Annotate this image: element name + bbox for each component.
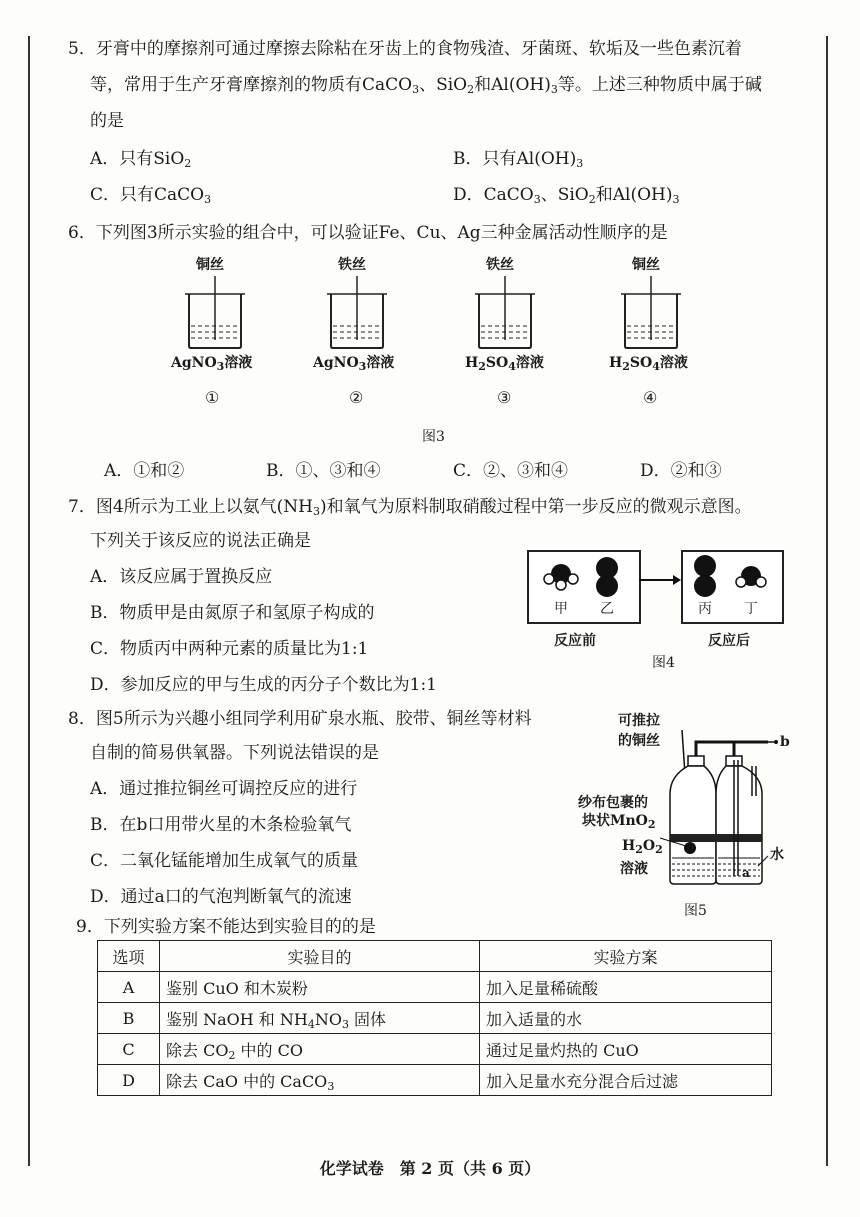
beaker2-diagram: [327, 276, 387, 350]
beaker4-wire-label: 铜丝: [632, 257, 660, 273]
mno2-label-line1: 纱布包裹的: [578, 795, 648, 811]
q8-stem-line1: 8．图5所示为兴趣小组同学利用矿泉水瓶、胶带、铜丝等材料: [68, 709, 532, 729]
q8-option-d[interactable]: D．通过a口的气泡判断氧气的流速: [90, 887, 352, 907]
q5-line3: 的是: [90, 111, 124, 131]
row-c-goal: 除去 $CO_2$ 中的 CO: [160, 1034, 480, 1065]
q7-option-b[interactable]: B．物质甲是由氮原子和氢原子构成的: [90, 603, 375, 623]
oxygen-generator-diagram: [660, 730, 790, 890]
after-reaction-label: 反应后: [708, 633, 750, 649]
beaker3-solution-label: $H_2SO_4$溶液: [465, 355, 544, 373]
beaker1-wire-label: 铜丝: [196, 257, 224, 273]
q9-stem: 9．下列实验方案不能达到实验目的的是: [76, 917, 376, 937]
q6-option-a[interactable]: A．①和②: [104, 461, 185, 481]
beaker1-solution-label: AgNO$_3$溶液: [171, 355, 253, 373]
q8-option-b[interactable]: B．在b口用带火星的木条检验氧气: [90, 815, 352, 835]
outlet-a-label: a: [742, 866, 750, 880]
beaker3-diagram: [475, 276, 535, 350]
q7-option-c[interactable]: C．物质丙中两种元素的质量比为1:1: [90, 639, 369, 659]
q6-option-c[interactable]: C．②、③和④: [453, 461, 569, 481]
table-row[interactable]: [98, 972, 772, 1003]
experiment-table: [97, 940, 772, 1096]
table-row[interactable]: [98, 1034, 772, 1065]
row-d-option: D: [98, 1065, 160, 1096]
q6-option-b[interactable]: B．①、③和④: [266, 461, 381, 481]
row-c-option: C: [98, 1034, 160, 1065]
figure-5-caption: 图5: [684, 903, 707, 919]
row-c-plan: 通过足量灼热的 CuO: [480, 1034, 772, 1065]
copper-wire-label-line1: 可推拉: [618, 713, 660, 729]
row-a-goal: 鉴别 CuO 和木炭粉: [160, 972, 480, 1003]
molecule-bing-label: 丙: [698, 601, 712, 617]
molecule-yi-label: 乙: [600, 601, 614, 617]
q5-line2: 等，常用于生产牙膏摩擦剂的物质有CaCO$_3$、SiO$_2$和$Al(OH)_3$等。上述三种物质中属于碱: [90, 75, 762, 96]
beaker4-solution-label: $H_2SO_4$溶液: [609, 355, 688, 373]
table-header-row: [98, 941, 772, 972]
row-b-goal: 鉴别 NaOH 和 $NH_4NO_3$ 固体: [160, 1003, 480, 1034]
h2o2-label-line2: 溶液: [620, 861, 648, 877]
water-label: 水: [770, 847, 784, 863]
row-b-plan: 加入适量的水: [480, 1003, 772, 1034]
q6-option-d[interactable]: D．②和③: [640, 461, 722, 481]
before-reaction-label: 反应前: [554, 633, 596, 649]
outlet-b-label: b: [780, 734, 790, 750]
row-d-plan: 加入足量水充分混合后过滤: [480, 1065, 772, 1096]
table-header-goal: 实验目的: [160, 941, 480, 972]
q5-option-b[interactable]: B．只有$Al(OH)_3$: [453, 149, 584, 170]
q7-option-a[interactable]: A．该反应属于置换反应: [90, 567, 273, 587]
right-margin-line: [826, 36, 828, 1166]
q6-stem: 6．下列图3所示实验的组合中，可以验证Fe、Cu、Ag三种金属活动性顺序的是: [68, 223, 668, 243]
figure-3-caption: 图3: [422, 429, 445, 445]
molecule-ding-label: 丁: [744, 601, 758, 617]
table-row[interactable]: [98, 1065, 772, 1096]
molecule-jia-label: 甲: [554, 601, 568, 617]
q5-line1: 5．牙膏中的摩擦剂可通过摩擦去除粘在牙齿上的食物残渣、牙菌斑、软垢及一些色素沉着: [68, 39, 742, 59]
beaker3-number: ③: [497, 388, 512, 407]
q7-stem-line1: 7．图4所示为工业上以氨气$(NH_3)$和氧气为原料制取硝酸过程中第一步反应的微观示意图。: [68, 497, 752, 518]
copper-wire-label-line2: 的铜丝: [618, 733, 660, 749]
table-row[interactable]: [98, 1003, 772, 1034]
row-a-plan: 加入足量稀硫酸: [480, 972, 772, 1003]
beaker3-wire-label: 铁丝: [486, 257, 514, 273]
row-a-option: A: [98, 972, 160, 1003]
q5-option-a[interactable]: A．只有SiO$_2$: [90, 149, 192, 170]
figure-4-caption: 图4: [652, 655, 675, 671]
q8-stem-line2: 自制的简易供氧器。下列说法错误的是: [90, 743, 379, 763]
row-d-goal: 除去 CaO 中的 CaCO$_3$: [160, 1065, 480, 1096]
page-footer: 化学试卷 第 2 页（共 6 页）: [319, 1159, 541, 1178]
table-header-plan: 实验方案: [480, 941, 772, 972]
row-b-option: B: [98, 1003, 160, 1034]
beaker2-solution-label: AgNO$_3$溶液: [313, 355, 395, 373]
q5-option-c[interactable]: C．只有CaCO$_3$: [90, 185, 212, 206]
q8-option-a[interactable]: A．通过推拉铜丝可调控反应的进行: [90, 779, 358, 799]
beaker2-wire-label: 铁丝: [338, 257, 366, 273]
h2o2-label-line1: $H_2O_2$: [622, 838, 663, 856]
beaker1-number: ①: [205, 388, 220, 407]
left-margin-line: [28, 36, 30, 1166]
beaker4-diagram: [621, 276, 681, 350]
mno2-label-line2: 块状MnO$_2$: [582, 813, 656, 831]
table-header-option: 选项: [98, 941, 160, 972]
beaker4-number: ④: [643, 388, 658, 407]
q7-option-d[interactable]: D．参加反应的甲与生成的丙分子个数比为1:1: [90, 675, 437, 695]
q8-option-c[interactable]: C．二氧化锰能增加生成氧气的质量: [90, 851, 359, 871]
beaker1-diagram: [185, 276, 245, 350]
q5-option-d[interactable]: D．CaCO$_3$、SiO$_2$和$Al(OH)_3$: [453, 185, 680, 206]
beaker2-number: ②: [349, 388, 364, 407]
q7-stem-line2: 下列关于该反应的说法正确是: [90, 531, 311, 551]
